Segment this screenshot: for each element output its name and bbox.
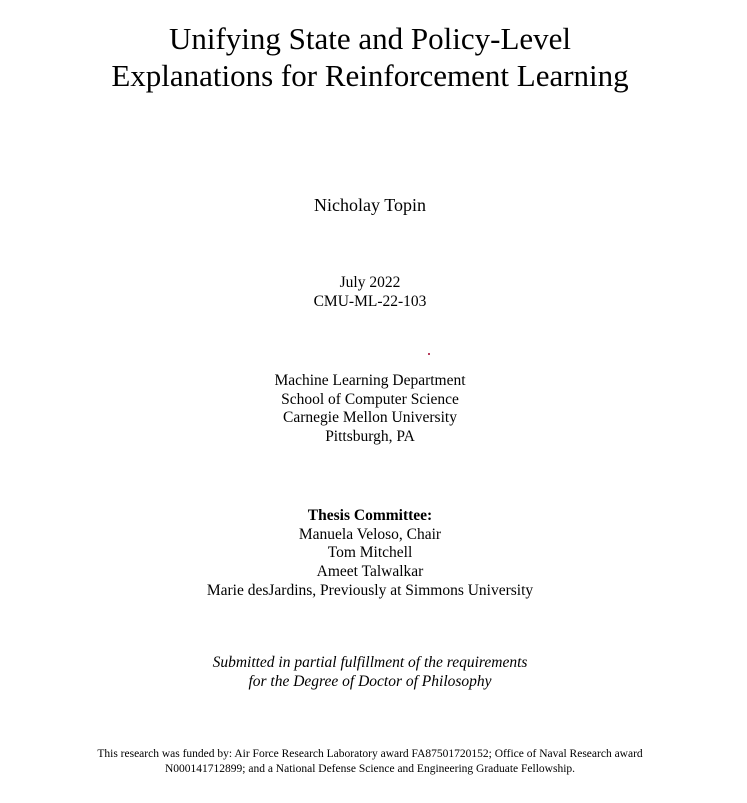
affiliation-university: Carnegie Mellon University xyxy=(283,409,457,426)
affiliation-school: School of Computer Science xyxy=(281,391,459,408)
report-number: CMU-ML-22-103 xyxy=(313,293,427,310)
affiliation-location: Pittsburgh, PA xyxy=(325,428,415,445)
thesis-title-line-2: Explanations for Reinforcement Learning xyxy=(111,58,629,93)
report-date: July 2022 xyxy=(339,274,401,291)
committee-member: Tom Mitchell xyxy=(327,544,413,561)
submission-statement-line-1: Submitted in partial fulfillment of the requirements xyxy=(212,654,528,671)
funding-note-line-2: N000141712899; and a National Defense Science and Engineering Graduate Fellowship. xyxy=(164,763,576,775)
decorative-dot xyxy=(428,353,430,355)
thesis-title-line-1: Unifying State and Policy-Level xyxy=(168,21,572,56)
funding-note-line-1: This research was funded by: Air Force Research Laboratory award FA87501720152; Office of Naval Research award xyxy=(97,748,643,760)
committee-member: Marie desJardins, Previously at Simmons University xyxy=(206,582,534,599)
submission-statement-line-2: for the Degree of Doctor of Philosophy xyxy=(248,673,492,690)
author-name: Nicholay Topin xyxy=(314,195,426,215)
committee-heading: Thesis Committee: xyxy=(307,507,433,524)
affiliation-department: Machine Learning Department xyxy=(274,372,466,389)
committee-member: Ameet Talwalkar xyxy=(316,563,424,580)
committee-member: Manuela Veloso, Chair xyxy=(298,526,442,543)
